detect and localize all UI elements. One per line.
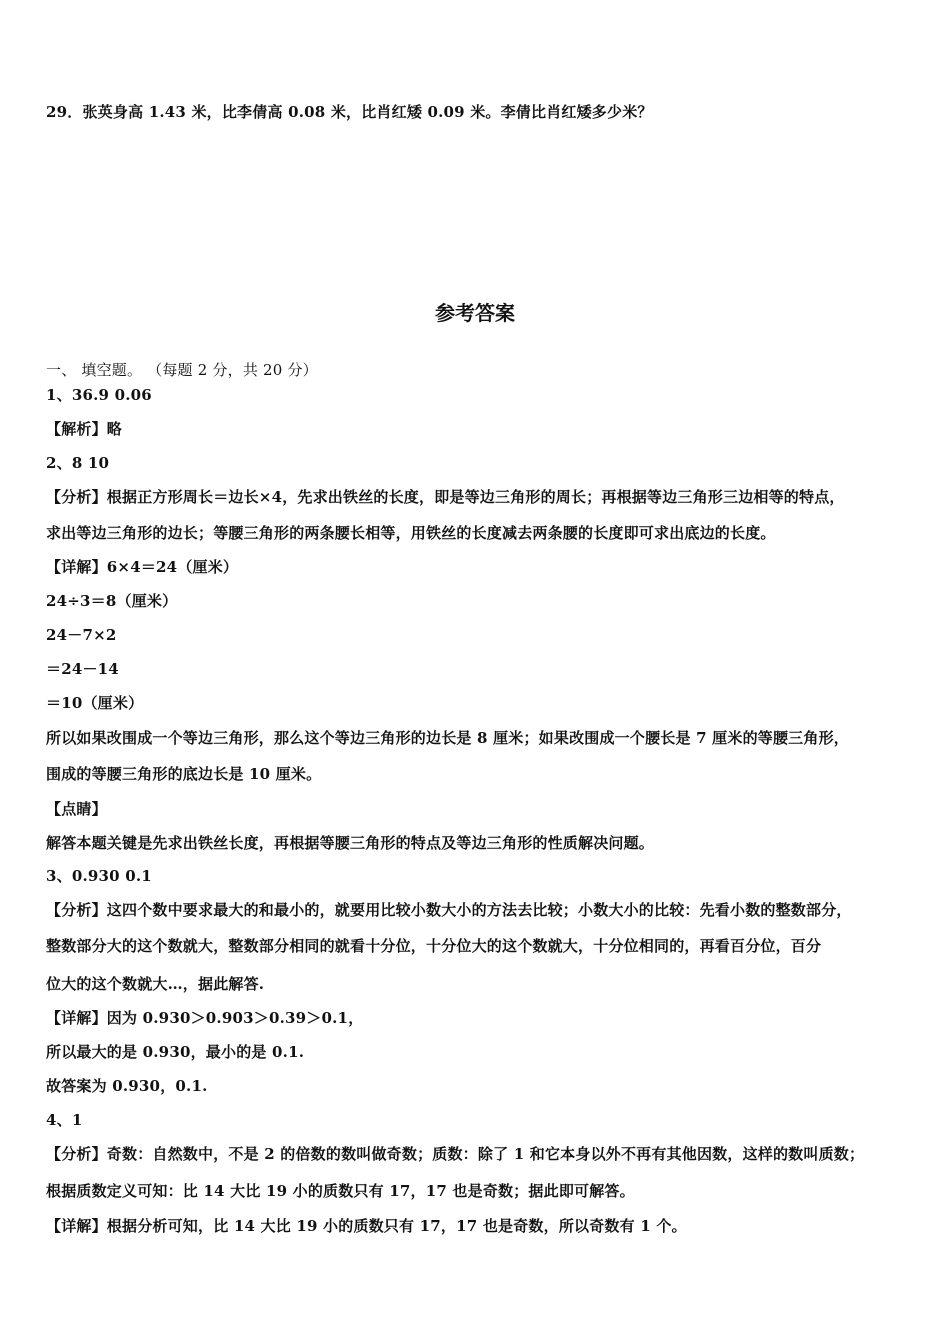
analysis-2-line-2: 求出等边三角形的边长；等腰三角形的两条腰长相等，用铁丝的长度减去两条腰的长度即可求出底边的长度。 [46,524,776,542]
detail-3-line-1: 【详解】因为 0.930＞0.903＞0.39＞0.1， [46,1009,364,1027]
answer-3: 3、0.930 0.1 [46,867,152,885]
detail-2-line-3: 24－7×2 [46,626,117,644]
analysis-1: 【解析】略 [46,420,123,438]
detail-2-line-4: ＝24－14 [46,660,119,678]
detail-3-line-2: 所以最大的是 0.930，最小的是 0.1. [46,1043,305,1061]
comment-2-label: 【点睛】 [46,800,107,818]
comment-2-text: 解答本题关键是先求出铁丝长度，再根据等腰三角形的特点及等边三角形的性质解决问题。 [46,834,655,852]
answer-2: 2、8 10 [46,454,110,472]
detail-2-line-5: ＝10（厘米） [46,694,144,712]
answer-section-title: 参考答案 [435,301,515,325]
section-heading: 一、 填空题。 （每题 2 分，共 20 分） [46,361,318,379]
detail-4: 【详解】根据分析可知，比 14 大比 19 小的质数只有 17，17 也是奇数，所以奇数有 1 个。 [46,1217,687,1235]
analysis-2-line-1: 【分析】根据正方形周长＝边长×4，先求出铁丝的长度，即是等边三角形的周长；再根据等边三角形三边相等的特点， [46,488,845,506]
answer-1: 1、36.9 0.06 [46,386,152,404]
detail-3-line-3: 故答案为 0.930，0.1. [46,1077,208,1095]
analysis-3-line-3: 位大的这个数就大…，据此解答. [46,975,265,993]
analysis-3-line-1: 【分析】这四个数中要求最大的和最小的，就要用比较小数大小的方法去比较；小数大小的比较：先看小数的整数部分， [46,901,852,919]
detail-2-line-1: 【详解】6×4＝24（厘米） [46,558,239,576]
analysis-4-line-2: 根据质数定义可知：比 14 大比 19 小的质数只有 17，17 也是奇数；据此即可解答。 [46,1182,635,1200]
answer-4: 4、1 [46,1111,83,1129]
detail-2-line-2: 24÷3＝8（厘米） [46,592,178,610]
detail-2-line-6: 所以如果改围成一个等边三角形，那么这个等边三角形的边长是 8 厘米；如果改围成一个腰长是 7 厘米的等腰三角形， [46,729,849,747]
analysis-4-line-1: 【分析】奇数：自然数中，不是 2 的倍数的数叫做奇数；质数：除了 1 和它本身以外不再有其他因数，这样的数叫质数； [46,1145,865,1163]
question-29: 29．张英身高 1.43 米，比李倩高 0.08 米，比肖红矮 0.09 米。李倩比肖红矮多少米？ [46,103,653,121]
analysis-3-line-2: 整数部分大的这个数就大，整数部分相同的就看十分位，十分位大的这个数就大，十分位相同的，再看百分位，百分 [46,937,822,955]
detail-2-line-7: 围成的等腰三角形的底边长是 10 厘米。 [46,765,322,783]
